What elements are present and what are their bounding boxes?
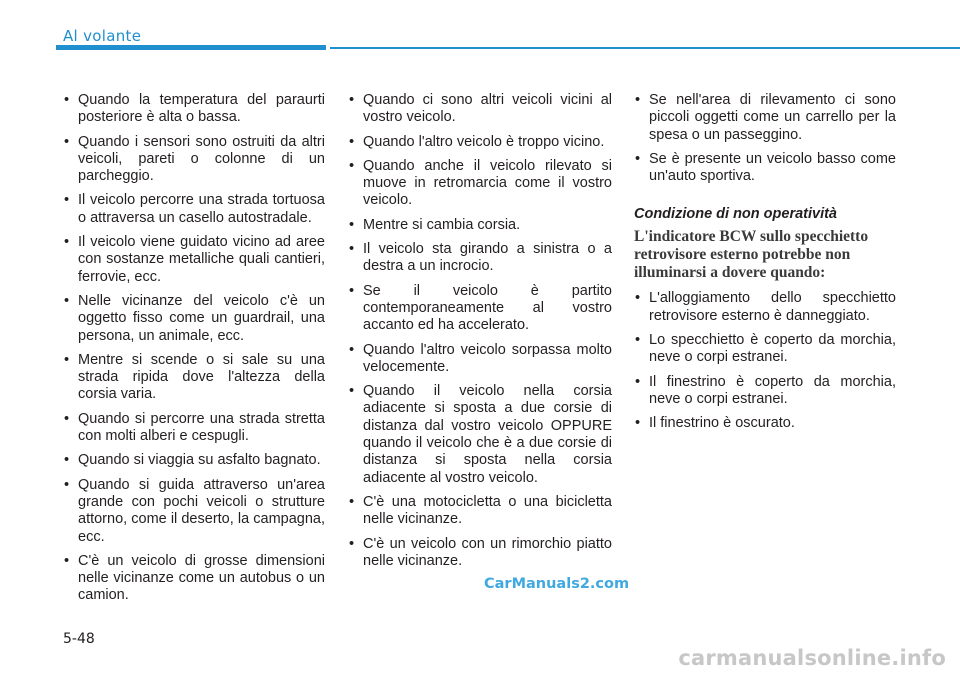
bullet-icon: •	[349, 216, 355, 233]
bullet-icon: •	[349, 157, 355, 174]
list-item	[634, 374, 896, 409]
bullet-icon: •	[64, 552, 70, 569]
bullet-icon: •	[349, 493, 355, 510]
list-item	[63, 452, 325, 469]
bullet-list-col2	[348, 92, 612, 570]
bullet-icon: •	[349, 92, 355, 108]
watermark-link[interactable]: CarManuals2.com	[484, 576, 630, 592]
list-item	[63, 477, 325, 546]
list-item-text: Mentre si scende o si sale su una strada ripida dove l'altezza della corsia varia.	[78, 351, 325, 403]
bullet-icon: •	[64, 410, 70, 427]
list-item	[348, 158, 612, 210]
list-item-text: Quando si guida attraverso un'area grande con pochi veicoli o strutture attorno, come il deserto, la campagna, ecc.	[78, 476, 325, 545]
list-item	[63, 92, 325, 127]
list-item	[63, 352, 325, 404]
bullet-list-col3	[634, 92, 896, 185]
bullet-icon: •	[64, 452, 70, 469]
list-item	[634, 415, 896, 432]
list-item	[348, 342, 612, 377]
list-item-text: Mentre si cambia corsia.	[363, 216, 521, 233]
bullet-icon: •	[64, 234, 70, 251]
section-subtitle: Condizione di non operatività	[634, 206, 837, 223]
bullet-icon: •	[64, 192, 70, 209]
bullet-icon: •	[349, 383, 355, 400]
list-item-text: C'è un veicolo con un rimorchio piatto nelle vicinanze.	[363, 535, 612, 569]
list-item-text: Quando si viaggia su asfalto bagnato.	[78, 452, 321, 469]
bullet-icon: •	[349, 341, 355, 358]
list-item	[348, 92, 612, 127]
list-item-text: Il veicolo percorre una strada tortuosa o attraversa un casello autostradale.	[78, 192, 325, 226]
list-item	[348, 383, 612, 487]
bullet-icon: •	[64, 292, 70, 309]
bullet-icon: •	[635, 150, 641, 167]
list-item	[63, 293, 325, 345]
list-item	[634, 151, 896, 186]
list-item-text: Lo specchietto è coperto da morchia, neve o corpi estranei.	[649, 332, 896, 366]
list-item-text: Quando si percorre una strada stretta con molti alberi e cespugli.	[78, 410, 325, 445]
bullet-list-col3-conditions	[634, 290, 896, 432]
list-item	[348, 217, 612, 234]
footer-watermark: carmanualsonline.info	[678, 646, 946, 670]
bullet-icon: •	[64, 476, 70, 493]
list-item-text: Quando la temperatura del paraurti posteriore è alta o bassa.	[78, 92, 325, 126]
column-3	[634, 92, 896, 440]
bullet-icon: •	[635, 415, 641, 432]
list-item	[634, 332, 896, 367]
page-number: 5-48	[63, 631, 95, 647]
note-text: L'indicatore BCW sullo specchietto retrovisore esterno potrebbe non illuminarsi a dovere quando:	[634, 228, 869, 282]
list-item-text: Se nell'area di rilevamento ci sono piccoli oggetti come un carrello per la spesa o un passeggino.	[649, 92, 896, 143]
list-item	[348, 283, 612, 335]
list-item	[348, 134, 612, 151]
column-2	[348, 92, 612, 577]
column-1	[63, 92, 325, 612]
list-item-text: Il veicolo sta girando a sinistra o a destra a un incrocio.	[363, 241, 612, 275]
list-item-text: Quando il veicolo nella corsia adiacente si sposta a due corsie di distanza dal vostro veicolo OPPURE quando il veicolo che è a due corsie di distanza si sposta nella corsia adiacente al vostro veicolo.	[363, 383, 612, 486]
list-item	[63, 134, 325, 186]
bullet-icon: •	[64, 92, 70, 108]
list-item-text: Quando l'altro veicolo è troppo vicino.	[363, 133, 605, 150]
list-item-text: C'è un veicolo di grosse dimensioni nelle vicinanze come un autobus o un camion.	[78, 552, 325, 604]
section-title: Al volante	[63, 27, 142, 45]
list-item	[348, 494, 612, 529]
list-item	[63, 411, 325, 446]
bullet-icon: •	[349, 133, 355, 150]
bullet-icon: •	[349, 241, 355, 258]
bullet-icon: •	[635, 373, 641, 390]
list-item	[634, 290, 896, 325]
bullet-icon: •	[635, 92, 641, 108]
list-item	[348, 536, 612, 571]
bullet-icon: •	[635, 290, 641, 307]
list-item-text: Il finestrino è coperto da morchia, neve o corpi estranei.	[649, 373, 896, 407]
list-item-text: Il finestrino è oscurato.	[649, 415, 795, 432]
list-item-text: C'è una motocicletta o una bicicletta nelle vicinanze.	[363, 493, 612, 528]
bullet-icon: •	[349, 282, 355, 299]
list-item-text: Quando i sensori sono ostruiti da altri veicoli, pareti o colonne di un parcheggio.	[78, 133, 325, 185]
bullet-icon: •	[349, 535, 355, 552]
bullet-list-col1	[63, 92, 325, 605]
header-bar-thin	[330, 47, 960, 49]
bullet-icon: •	[64, 133, 70, 150]
bullet-icon: •	[635, 332, 641, 349]
list-item-text: Il veicolo viene guidato vicino ad aree con sostanze metalliche quali cantieri, ferrovie, ecc.	[78, 234, 325, 285]
list-item	[348, 241, 612, 276]
bullet-icon: •	[64, 351, 70, 368]
list-item-text: Se il veicolo è partito contemporaneamente al vostro accanto ed ha accelerato.	[363, 282, 612, 334]
header-bar-thick	[56, 45, 326, 50]
list-item	[63, 234, 325, 286]
list-item-text: Se è presente un veicolo basso come un'auto sportiva.	[649, 150, 896, 185]
list-item-text: Quando anche il veicolo rilevato si muove in retromarcia come il vostro veicolo.	[363, 157, 612, 209]
list-item-text: Quando l'altro veicolo sorpassa molto velocemente.	[363, 341, 612, 375]
list-item	[63, 192, 325, 227]
list-item	[63, 553, 325, 605]
list-item-text: Nelle vicinanze del veicolo c'è un oggetto fisso come un guardrail, una persona, un animale, ecc.	[78, 292, 325, 344]
list-item-text: L'alloggiamento dello specchietto retrovisore esterno è danneggiato.	[649, 290, 896, 324]
list-item-text: Quando ci sono altri veicoli vicini al vostro veicolo.	[363, 92, 612, 126]
list-item	[634, 92, 896, 144]
